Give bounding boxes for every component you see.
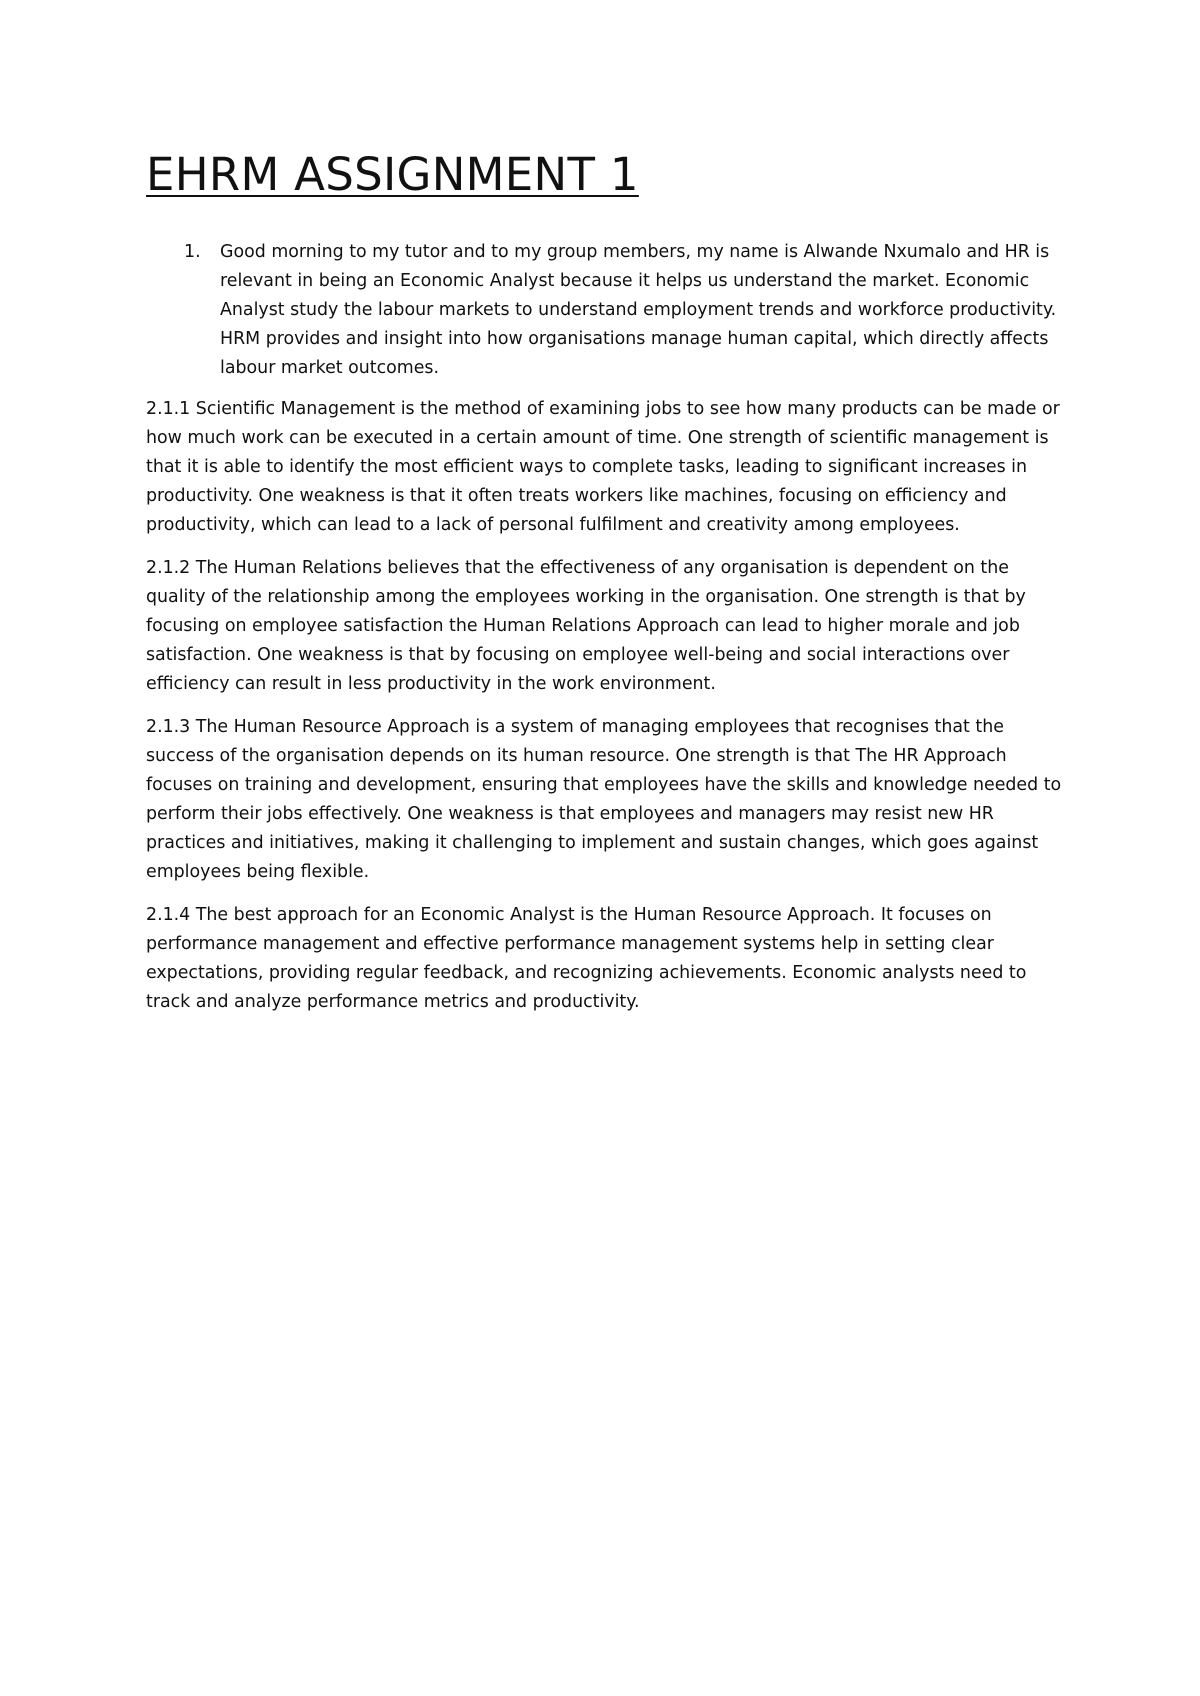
paragraph-scientific-management: 2.1.1 Scientific Management is the method of examining jobs to see how many products can be made or how much work can be executed in a certain amount of time. One strength of scientific management is that it is able to identify the most efficient ways to complete tasks, leading to significant increases in productivity. One weakness is that it often treats workers like machines, focusing on efficiency and productivity, which can lead to a lack of personal fulfilment and creativity among employees.	[146, 399, 1060, 535]
document-title: EHRM ASSIGNMENT 1	[146, 148, 639, 201]
paragraph-human-relations: 2.1.2 The Human Relations believes that the effectiveness of any organisation is dependent on the quality of the relationship among the employees working in the organisation. One strength is that by focusing on employee satisfaction the Human Relations Approach can lead to higher morale and job satisfaction. One weakness is that by focusing on employee well-being and social interactions over efficiency can result in less productivity in the work environment.	[146, 558, 1026, 694]
paragraph-human-resource-approach: 2.1.3 The Human Resource Approach is a system of managing employees that recognises that the success of the organisation depends on its human resource. One strength is that The HR Approach focuses on training and development, ensuring that employees have the skills and knowledge needed to perform their jobs effectively. One weakness is that employees and managers may resist new HR practices and initiatives, making it challenging to implement and sustain changes, which goes against employees being flexible.	[146, 717, 1062, 882]
paragraph-best-approach: 2.1.4 The best approach for an Economic Analyst is the Human Resource Approach. It focuses on performance management and effective performance management systems help in setting clear expectations, providing regular feedback, and recognizing achievements. Economic analysts need to track and analyze performance metrics and productivity.	[146, 905, 1027, 1012]
numbered-list	[146, 238, 1076, 383]
list-item-number: 1.	[184, 242, 201, 262]
list-item-text: Good morning to my tutor and to my group members, my name is Alwande Nxumalo and HR is relevant in being an Economic Analyst because it helps us understand the market. Economic Analyst study the labour markets to understand employment trends and workforce productivity. HRM provides and insight into how organisations manage human capital, which directly affects labour market outcomes.	[220, 242, 1057, 378]
list-item	[146, 238, 1076, 383]
document-body	[146, 148, 1076, 1031]
